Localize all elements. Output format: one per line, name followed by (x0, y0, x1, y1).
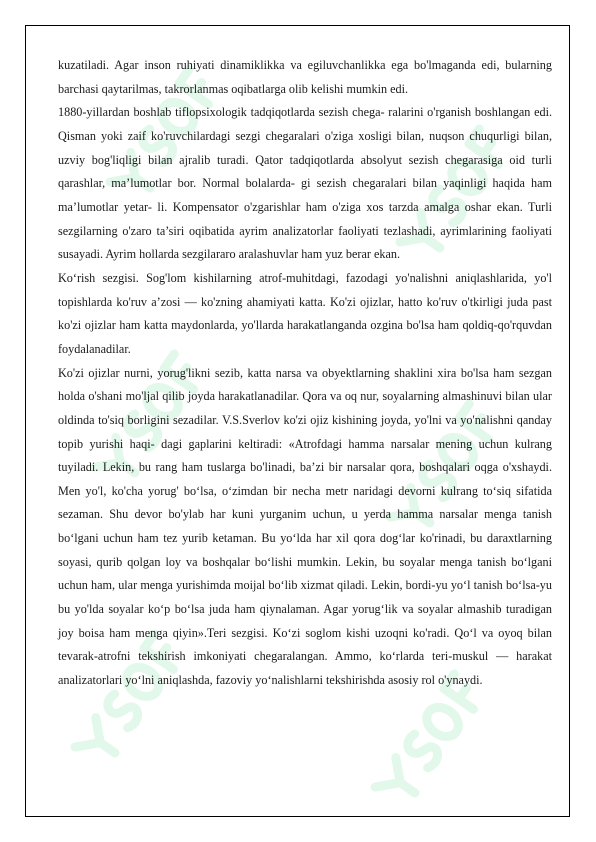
paragraph-4: Ko'zi ojizlar nurni, yorug'likni sezib, katta narsa va obyektlarning shaklini xira bo'lsa ham sezgan holda o'shani mo'ljal qilib joyda harakatlanadilar. Qora va oq nur, soyalarning almashinuvi bilan ular oldinda to'siq borligini sezadilar. V.S.Sverlov ko'zi ojiz kishining joyda, yo'lni va yo'nalishni qanday topib yurishi haqi- dagi gaplarini keltiradi: «Atrofdagi hamma narsalar mening uchun kulrang tuyiladi. Lekin, bu rang ham tuslarga bo'linadi, ba’zi bir narsalar qora, boshqalari oqga o'xshaydi. Men yo'l, ko'cha yorug' bo‘lsa, o‘zimdan bir necha metr naridagi devorni kulrang to‘siq sifatida sezaman. Shu devor bo'ylab har kuni yurganim uchun, u yerda hamma narsalar menga tanish bo‘lgani uchun ham tez yurib ketaman. Bu yo‘lda har xil qora dog‘lar ko'rinadi, bu daraxtlarning soyasi, qurib qolgan loy va boshqalar bo‘lishi mumkin. Lekin, bu soyalar menga tanish bo‘lgani uchun ham, ular menga yurishimda moijal bo‘lib xizmat qiladi. Lekin, bordi-yu yo‘l tanish bo‘lsa-yu bu yo'lda soyalar ko‘p bo‘lsa juda ham qiynalaman. Agar yorug‘lik va soyalar almashib turadigan joy boisa ham menga qiyin».Teri sezgisi. Ko‘zi soglom kishi uzoqni ko'radi. Qo‘l va oyoq bilan tevarak-atrofni tekshirish imkoniyati chegaralangan. Ammo, ko‘rlarda teri-muskul — harakat analizatorlari yo‘lni aniqlashda, fazoviy yo‘nalishlarni tekshirishda asosiy rol o'ynaydi. (58, 365, 552, 688)
paragraph-1: kuzatiladi. Agar inson ruhiyati dinamiklikka va egiluvchanlikka ega bo'lmaganda edi, bularning barchasi qaytarilmas, takrorlanmas oqibatlarga olib kelishi mumkin edi. (58, 58, 552, 96)
paragraph-3: Ko‘rish sezgisi. Sog'lom kishilarning atrof-muhitdagi, fazodagi yo'nalishni aniqlashlarida, yo'l topishlarda ko'ruv a’zosi — ko'zning ahamiyati katta. Ko'zi ojizlar, hatto ko'ruv o'tkirligi juda past ko'zi ojizlar ham katta maydonlarda, yo'llarda harakatlanganda ozgina bo'lsa ham qoldiq-qo'rquvdan foydalanadilar. (58, 270, 552, 356)
paragraph-2: 1880-yillardan boshlab tiflopsixologik tadqiqotlarda sezish chega- ralarini o'rganish boshlangan edi. Qisman yoki zaif ko'ruvchilardagi sezgi chegaralari o'ziga xosligi bilan, nuqson chuqurligi bilan, uzviy bog'liqligi bilan ajralib turadi. Qator tadqiqotlarda absolyut sezish chegarasiga oid turli qarashlar, ma’lumotlar bor. Normal bolalarda- gi sezish chegaralari bilan yaqinligi haqida ham ma’lumotlar yetar- li. Kompensator o'zgarishlar ham o'ziga xos tarzda amalga oshar ekan. Turli sezgilarning o'zaro ta’siri oqibatida ayrim analizatorlar faoliyati tezlashadi, ayrimlarining faoliyati susayadi. Ayrim hollarda sezgilararo aralashuvlar ham yuz berar ekan. (58, 105, 552, 262)
document-body (58, 54, 552, 693)
